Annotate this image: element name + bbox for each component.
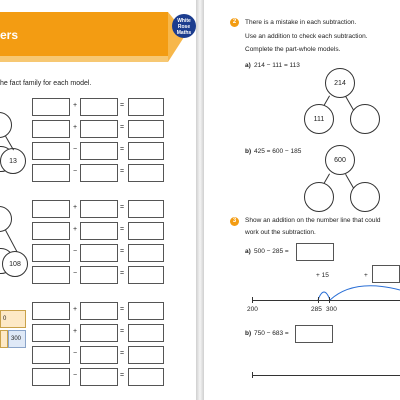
equals-sign: = [120, 372, 125, 379]
answer-box[interactable] [80, 266, 118, 284]
nl-label-285: 285 [311, 306, 322, 313]
answer-box[interactable] [128, 302, 164, 320]
answer-box[interactable] [32, 368, 70, 386]
q3a-jump-box[interactable] [372, 265, 400, 283]
equals-sign: = [120, 204, 125, 211]
logo-line-2: Rose [177, 24, 191, 30]
q3b-expression: 750 − 683 = [254, 330, 289, 337]
operator-sign: + [73, 306, 78, 313]
operator-sign: − [73, 168, 78, 175]
answer-box[interactable] [128, 98, 164, 116]
model2-value-circle: 108 [2, 251, 28, 277]
operator-sign: + [73, 204, 78, 211]
q3-line-1: Show an addition on the number line that could [245, 217, 381, 224]
q3b-label: b) [245, 330, 252, 337]
answer-box[interactable] [80, 222, 118, 240]
white-rose-maths-logo [172, 14, 196, 38]
q3b-tick-start [252, 372, 253, 378]
q2b-empty-circle-right[interactable] [350, 182, 380, 212]
answer-box[interactable] [128, 266, 164, 284]
answer-box[interactable] [80, 98, 118, 116]
q3a-label: a) [245, 248, 251, 255]
operator-sign: + [73, 226, 78, 233]
answer-box[interactable] [32, 302, 70, 320]
q2a-whole-circle[interactable]: 214 [325, 68, 355, 98]
bar-model-value: 300 [8, 330, 26, 348]
answer-box[interactable] [80, 120, 118, 138]
q2-line-1: There is a mistake in each subtraction. [245, 19, 357, 26]
equals-sign: = [120, 248, 125, 255]
right-page [204, 0, 400, 400]
operator-sign: + [73, 102, 78, 109]
equals-sign: = [120, 124, 125, 131]
header-banner [0, 12, 168, 56]
answer-box[interactable] [32, 120, 70, 138]
q3a-answer-box[interactable] [296, 243, 334, 261]
equals-sign: = [120, 350, 125, 357]
answer-box[interactable] [80, 164, 118, 182]
answer-box[interactable] [80, 244, 118, 262]
model1-value-circle: 13 [0, 148, 26, 174]
q3a-jump-label-1: + 15 [316, 272, 329, 279]
q2b-expression: 425 = 600 − 185 [254, 148, 302, 155]
model2-branch [5, 230, 17, 252]
q3b-answer-box[interactable] [295, 325, 333, 343]
q2b-whole-circle[interactable]: 600 [325, 145, 355, 175]
q3a-jump-arcs [314, 282, 400, 302]
equals-sign: = [120, 146, 125, 153]
tick-200 [252, 297, 253, 303]
q3-line-2: work out the subtraction. [245, 229, 316, 236]
equals-sign: = [120, 102, 125, 109]
answer-box[interactable] [32, 222, 70, 240]
logo-line-1: White [177, 18, 191, 24]
answer-box[interactable] [32, 244, 70, 262]
answer-box[interactable] [80, 346, 118, 364]
answer-box[interactable] [128, 324, 164, 342]
question-2-number: 2 [230, 18, 239, 27]
answer-box[interactable] [32, 164, 70, 182]
answer-box[interactable] [32, 346, 70, 364]
answer-box[interactable] [128, 142, 164, 160]
q2a-empty-circle[interactable] [350, 104, 380, 134]
q3b-number-line [252, 375, 400, 376]
q2-line-3: Complete the part-whole models. [245, 46, 341, 53]
tick-300 [329, 297, 330, 303]
answer-box[interactable] [128, 222, 164, 240]
answer-box[interactable] [32, 324, 70, 342]
jump-arc-long [330, 286, 400, 300]
q2a-label: a) [245, 62, 251, 69]
answer-box[interactable] [32, 266, 70, 284]
answer-box[interactable] [80, 200, 118, 218]
q3a-number-line [252, 300, 400, 301]
operator-sign: − [73, 270, 78, 277]
operator-sign: − [73, 248, 78, 255]
bar-model-left [0, 330, 8, 348]
question-3-number: 3 [230, 217, 239, 226]
answer-box[interactable] [32, 142, 70, 160]
answer-box[interactable] [80, 302, 118, 320]
answer-box[interactable] [80, 324, 118, 342]
instruction-text: he fact family for each model. [0, 80, 92, 87]
equals-sign: = [120, 226, 125, 233]
model1-whole-circle [0, 112, 12, 138]
page-title: ers [0, 28, 19, 42]
operator-sign: + [73, 124, 78, 131]
answer-box[interactable] [32, 98, 70, 116]
answer-box[interactable] [32, 200, 70, 218]
equals-sign: = [120, 168, 125, 175]
q2b-empty-circle-left[interactable] [304, 182, 334, 212]
equals-sign: = [120, 328, 125, 335]
nl-label-300: 300 [326, 306, 337, 313]
q2b-label: b) [245, 148, 252, 155]
operator-sign: − [73, 350, 78, 357]
answer-box[interactable] [128, 120, 164, 138]
logo-line-3: Maths [176, 30, 192, 36]
banner-shadow [0, 56, 168, 62]
operator-sign: − [73, 146, 78, 153]
q2a-expression: 214 − 111 = 113 [254, 62, 300, 69]
nl-label-200: 200 [247, 306, 258, 313]
q2a-part-circle[interactable]: 111 [304, 104, 334, 134]
operator-sign: + [73, 328, 78, 335]
left-page [0, 0, 196, 400]
equals-sign: = [120, 306, 125, 313]
tick-285 [318, 297, 319, 303]
answer-box[interactable] [128, 368, 164, 386]
answer-box[interactable] [80, 142, 118, 160]
answer-box[interactable] [128, 200, 164, 218]
model2-whole-circle [0, 206, 12, 232]
answer-box[interactable] [80, 368, 118, 386]
q2-line-2: Use an addition to check each subtraction. [245, 33, 368, 40]
q3a-jump-label-2: + [364, 272, 368, 279]
book-gutter [196, 0, 204, 400]
answer-box[interactable] [128, 164, 164, 182]
operator-sign: − [73, 372, 78, 379]
q3a-expression: 500 − 285 = [254, 248, 289, 255]
bar-model-top: 0 [0, 310, 26, 328]
answer-box[interactable] [128, 346, 164, 364]
equals-sign: = [120, 270, 125, 277]
answer-box[interactable] [128, 244, 164, 262]
